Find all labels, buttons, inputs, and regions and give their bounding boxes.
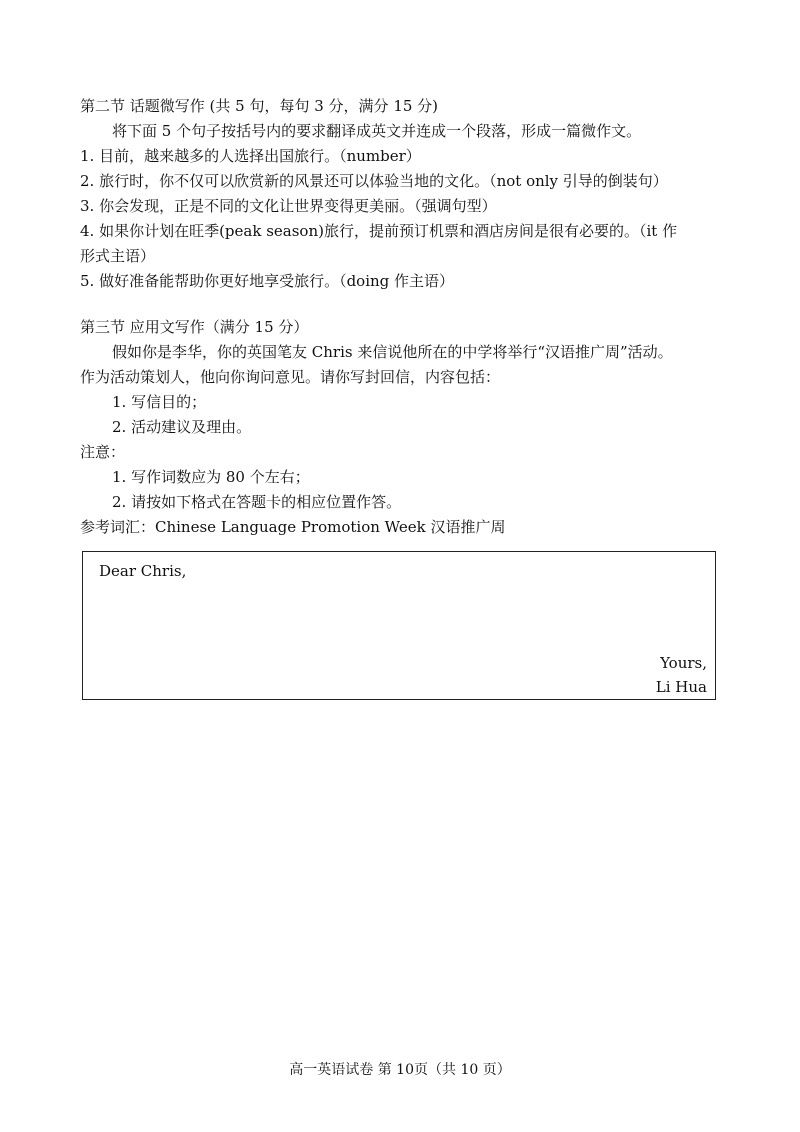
letter-answer-box: [82, 551, 716, 700]
task-description-line-1: 假如你是李华，你的英国笔友 Chris 来信说他所在的中学将举行“汉语推广周”活动。: [112, 343, 673, 361]
requirement-2: 2. 活动建议及理由。: [112, 418, 252, 436]
page-footer: 高一英语试卷 第 10页（共 10 页）: [289, 1062, 511, 1078]
letter-closing: Yours,: [660, 654, 707, 672]
translation-item-1: 1. 目前，越来越多的人选择出国旅行。（number）: [80, 147, 421, 165]
translation-item-4-continued: 形式主语）: [80, 247, 156, 265]
translation-item-3: 3. 你会发现，正是不同的文化让世界变得更美丽。（强调句型）: [80, 197, 497, 215]
translation-item-5: 5. 做好准备能帮助你更好地享受旅行。（doing 作主语）: [80, 272, 455, 290]
notes-label: 注意：: [80, 443, 126, 461]
section2-heading: 第二节 话题微写作 (共 5 句，每句 3 分，满分 15 分): [80, 97, 439, 115]
section2-instruction: 将下面 5 个句子按括号内的要求翻译成英文并连成一个段落，形成一篇微作文。: [112, 122, 642, 140]
reference-vocabulary: 参考词汇：Chinese Language Promotion Week 汉语推广周: [80, 518, 506, 536]
requirement-1: 1. 写信目的；: [112, 393, 207, 411]
section3-heading: 第三节 应用文写作（满分 15 分）: [80, 318, 309, 336]
letter-greeting: Dear Chris,: [99, 562, 187, 580]
translation-item-2: 2. 旅行时，你不仅可以欣赏新的风景还可以体验当地的文化。（not only 引导的倒装句）: [80, 172, 668, 190]
task-description-line-2: 作为活动策划人，他向你询问意见。请你写封回信，内容包括：: [80, 368, 501, 386]
note-2: 2. 请按如下格式在答题卡的相应位置作答。: [112, 493, 402, 511]
translation-item-4: 4. 如果你计划在旺季(peak season)旅行，提前预订机票和酒店房间是很有必要的。（it 作: [80, 222, 678, 240]
letter-signature: Li Hua: [655, 678, 707, 696]
note-1: 1. 写作词数应为 80 个左右；: [112, 468, 310, 486]
